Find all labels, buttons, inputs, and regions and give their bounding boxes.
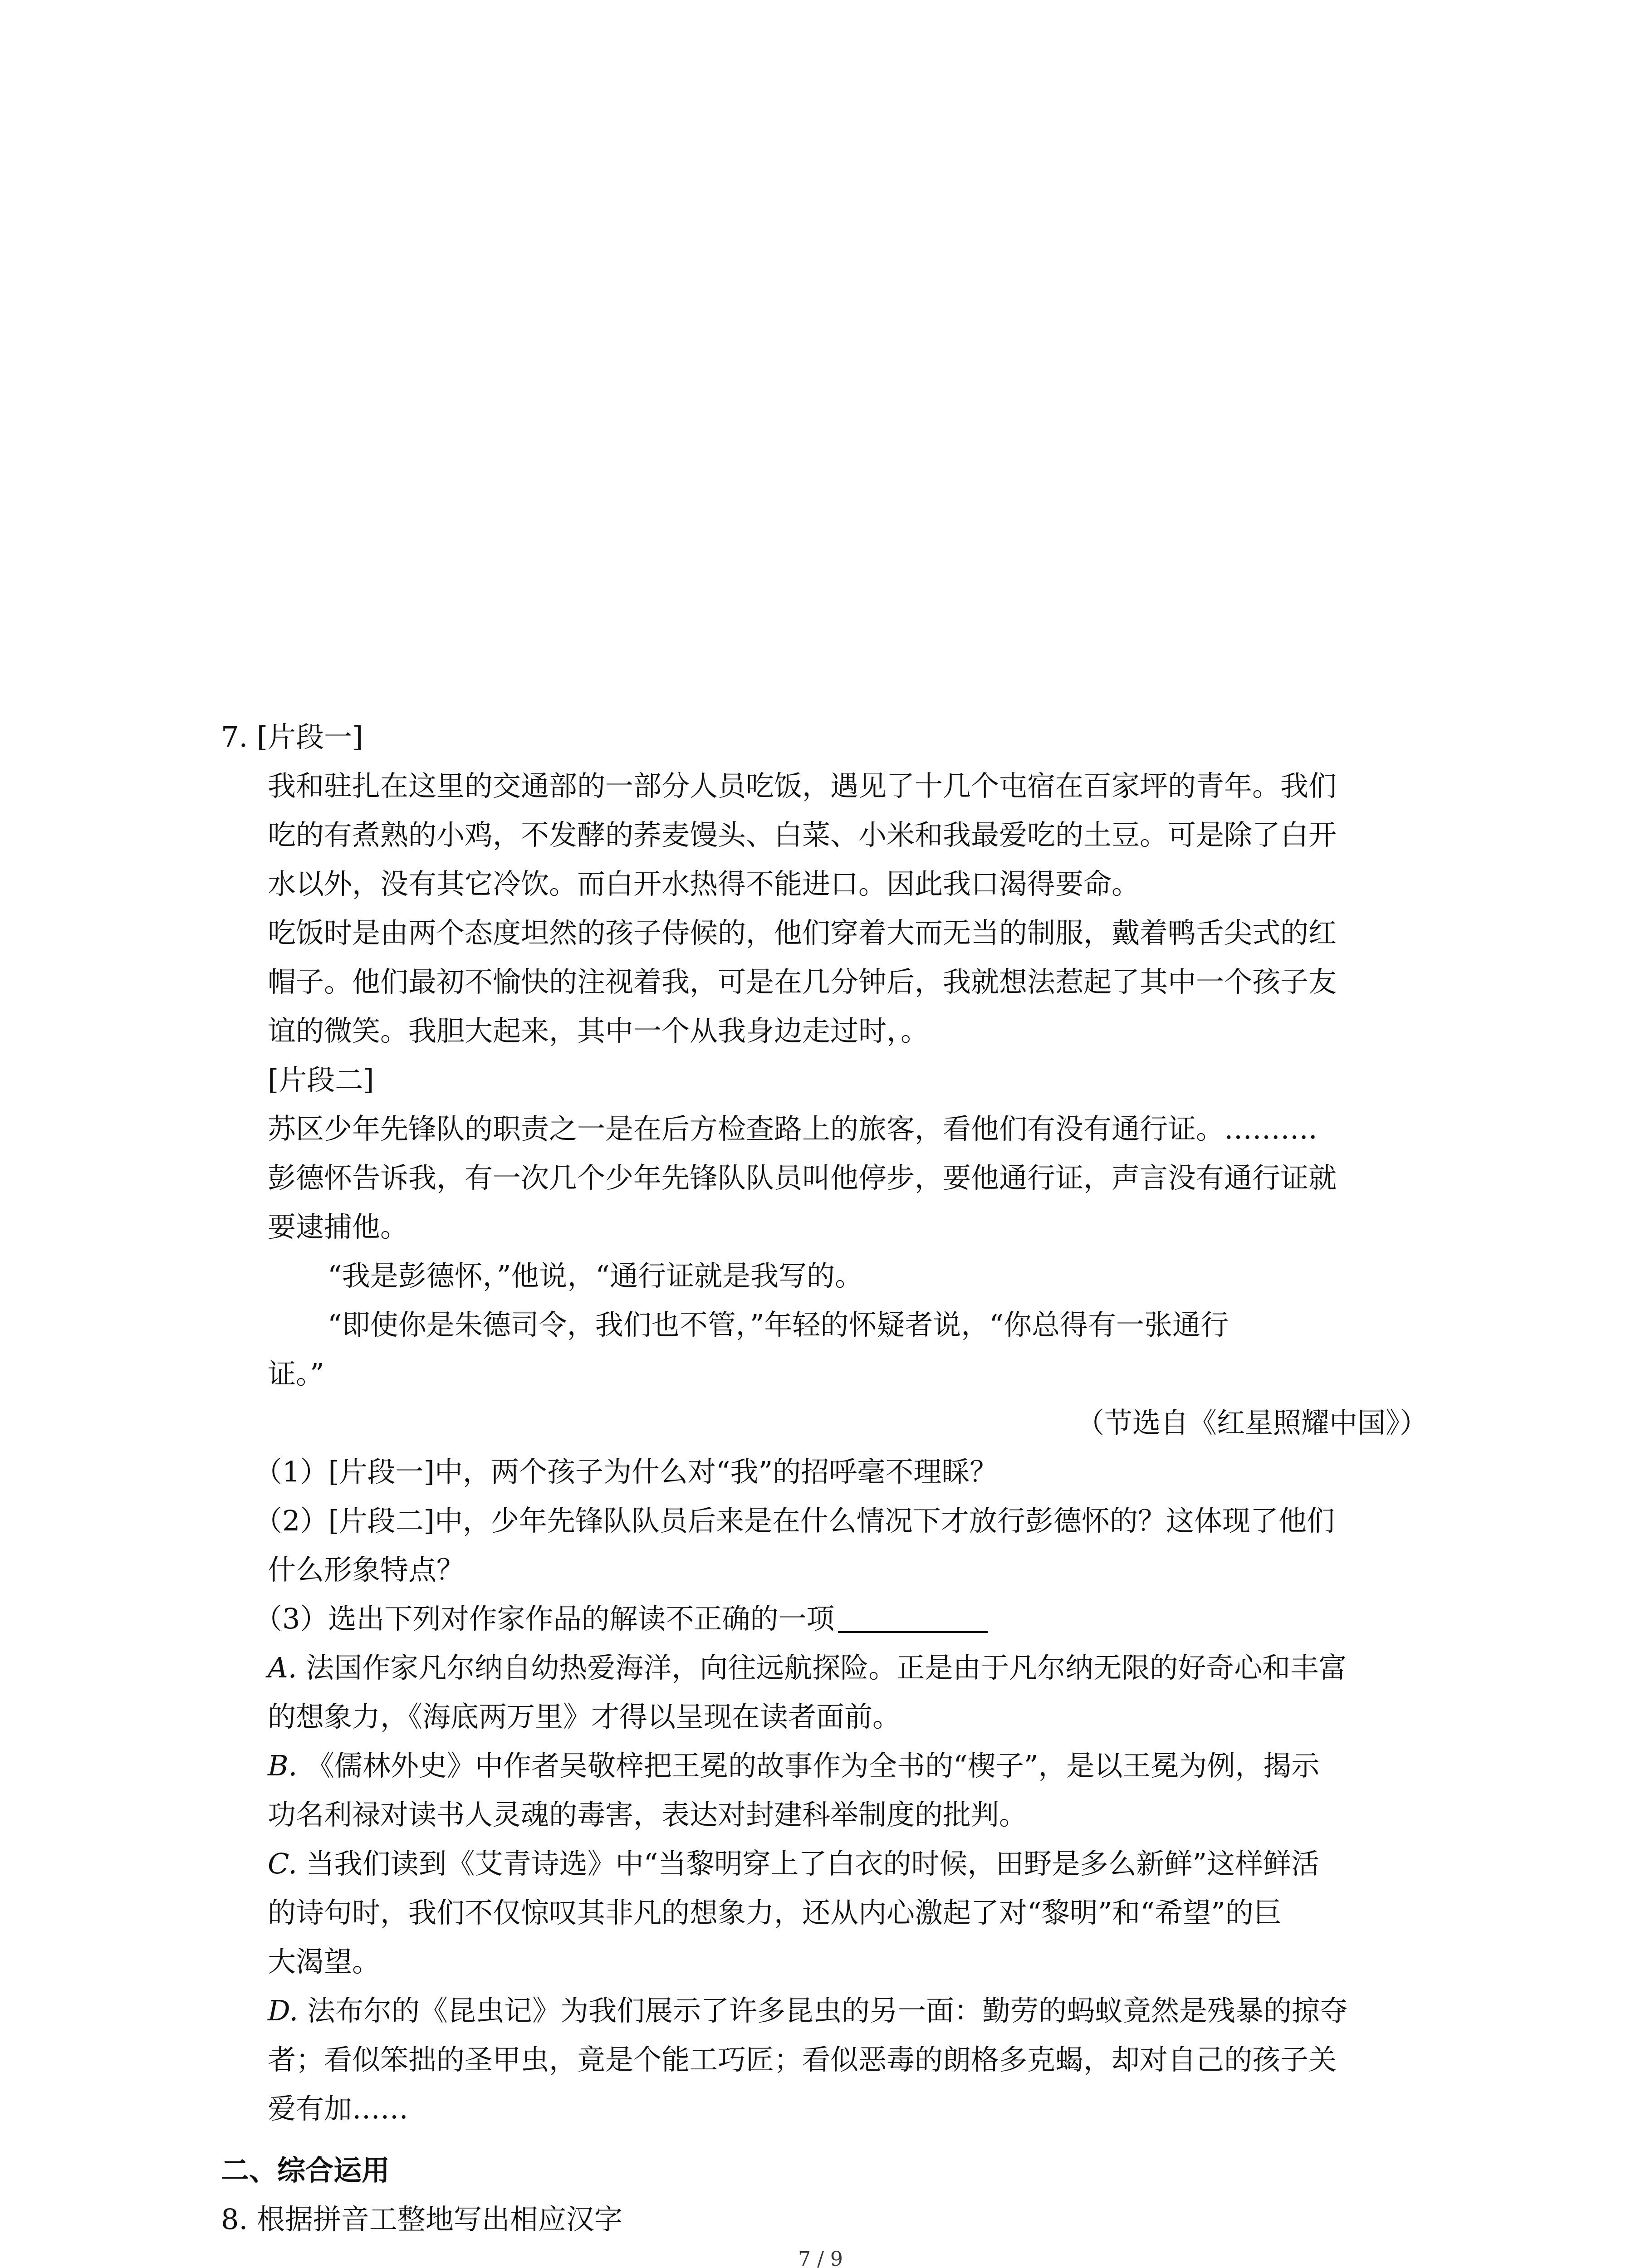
- option-a-cont: 的想象力，《海底两万里》才得以呈现在读者面前。: [268, 1700, 901, 1733]
- option-c-cont: 的诗句时，我们不仅惊叹其非凡的想象力，还从内心激起了对“黎明”和“希望”的巨: [268, 1896, 1282, 1929]
- sub-question-2: （2）[片段二]中，少年先锋队队员后来是在什么情况下才放行彭德怀的？这体现了他们: [254, 1504, 1335, 1537]
- option-letter: A.: [268, 1651, 297, 1684]
- question-8: 8. 根据拼音工整地写出相应汉字: [221, 2203, 622, 2236]
- option-d-cont: 者；看似笨拙的圣甲虫，竟是个能工巧匠；看似恶毒的朗格多克蝎，却对自己的孩子关: [268, 2043, 1337, 2076]
- option-a: [268, 1651, 1347, 1684]
- fragment-2-line: 彭德怀告诉我，有一次几个少年先锋队队员叫他停步，要他通行证，声言没有通行证就: [268, 1161, 1337, 1194]
- option-text: 法国作家凡尔纳自幼热爱海洋，向往远航探险。正是由于凡尔纳无限的好奇心和丰富: [306, 1651, 1347, 1684]
- question-number: 7.: [221, 720, 248, 753]
- source-citation: （节选自《红星照耀中国》）: [1076, 1406, 1428, 1439]
- fragment-1-line: 我和驻扎在这里的交通部的一部分人员吃饭，遇见了十几个屯宿在百家坪的青年。我们: [268, 769, 1337, 802]
- fragment-2-line: 苏区少年先锋队的职责之一是在后方检查路上的旅客，看他们有没有通行证。………．: [268, 1112, 1337, 1145]
- option-c-cont: 大渴望。: [268, 1945, 381, 1978]
- fragment-1-line: 帽子。他们最初不愉快的注视着我，可是在几分钟后，我就想法惹起了其中一个孩子友: [268, 965, 1337, 998]
- option-d: [268, 1994, 1348, 2027]
- fragment-1-label: [片段一]: [256, 720, 363, 753]
- section-heading: 二、综合运用: [221, 2154, 390, 2187]
- fragment-1-line: 谊的微笑。我胆大起来，其中一个从我身边走过时，。: [268, 1014, 929, 1047]
- fragment-1-line: 吃的有煮熟的小鸡，不发酵的荞麦馒头、白菜、小米和我最爱吃的土豆。可是除了白开: [268, 818, 1337, 851]
- option-text: 当我们读到《艾青诗选》中“当黎明穿上了白衣的时候，田野是多么新鲜”这样鲜活: [306, 1847, 1320, 1880]
- option-text: 《儒林外史》中作者吴敬梓把王冕的故事作为全书的“楔子”，是以王冕为例，揭示: [306, 1749, 1320, 1782]
- option-letter: B.: [268, 1749, 298, 1782]
- option-b: [268, 1749, 1320, 1782]
- option-c: [268, 1847, 1320, 1880]
- page-number: 7 / 9: [798, 2248, 843, 2268]
- answer-blank[interactable]: [838, 1605, 988, 1633]
- option-letter: D.: [268, 1994, 299, 2027]
- fragment-2-line: 要逮捕他。: [268, 1210, 409, 1243]
- dialog-line: “我是彭德怀，”他说，“通行证就是我写的。: [328, 1259, 863, 1292]
- fragment-1-line: 吃饭时是由两个态度坦然的孩子侍候的，他们穿着大而无当的制服，戴着鸭舌尖式的红: [268, 916, 1337, 949]
- fragment-1-line: 水以外，没有其它冷饮。而白开水热得不能进口。因此我口渴得要命。: [268, 867, 1140, 900]
- dialog-line: 证。”: [268, 1357, 324, 1390]
- sub-question-1: （1）[片段一]中，两个孩子为什么对“我”的招呼毫不理睬？: [254, 1455, 998, 1488]
- option-text: 法布尔的《昆虫记》为我们展示了许多昆虫的另一面：勤劳的蚂蚁竟然是残暴的掠夺: [307, 1994, 1348, 2027]
- fragment-2-label: [片段二]: [268, 1063, 374, 1096]
- sub-question-3-text: （3）选出下列对作家作品的解读不正确的一项: [254, 1602, 835, 1635]
- sub-question-2-cont: 什么形象特点？: [268, 1553, 465, 1586]
- option-letter: C.: [268, 1847, 297, 1880]
- dialog-line: “即使你是朱德司令，我们也不管，”年轻的怀疑者说，“你总得有一张通行: [328, 1308, 1229, 1341]
- option-b-cont: 功名利禄对读书人灵魂的毒害，表达对封建科举制度的批判。: [268, 1798, 1028, 1831]
- question-7-header: [221, 720, 363, 753]
- sub-question-3: [254, 1602, 988, 1635]
- option-d-cont: 爱有加……: [268, 2092, 409, 2125]
